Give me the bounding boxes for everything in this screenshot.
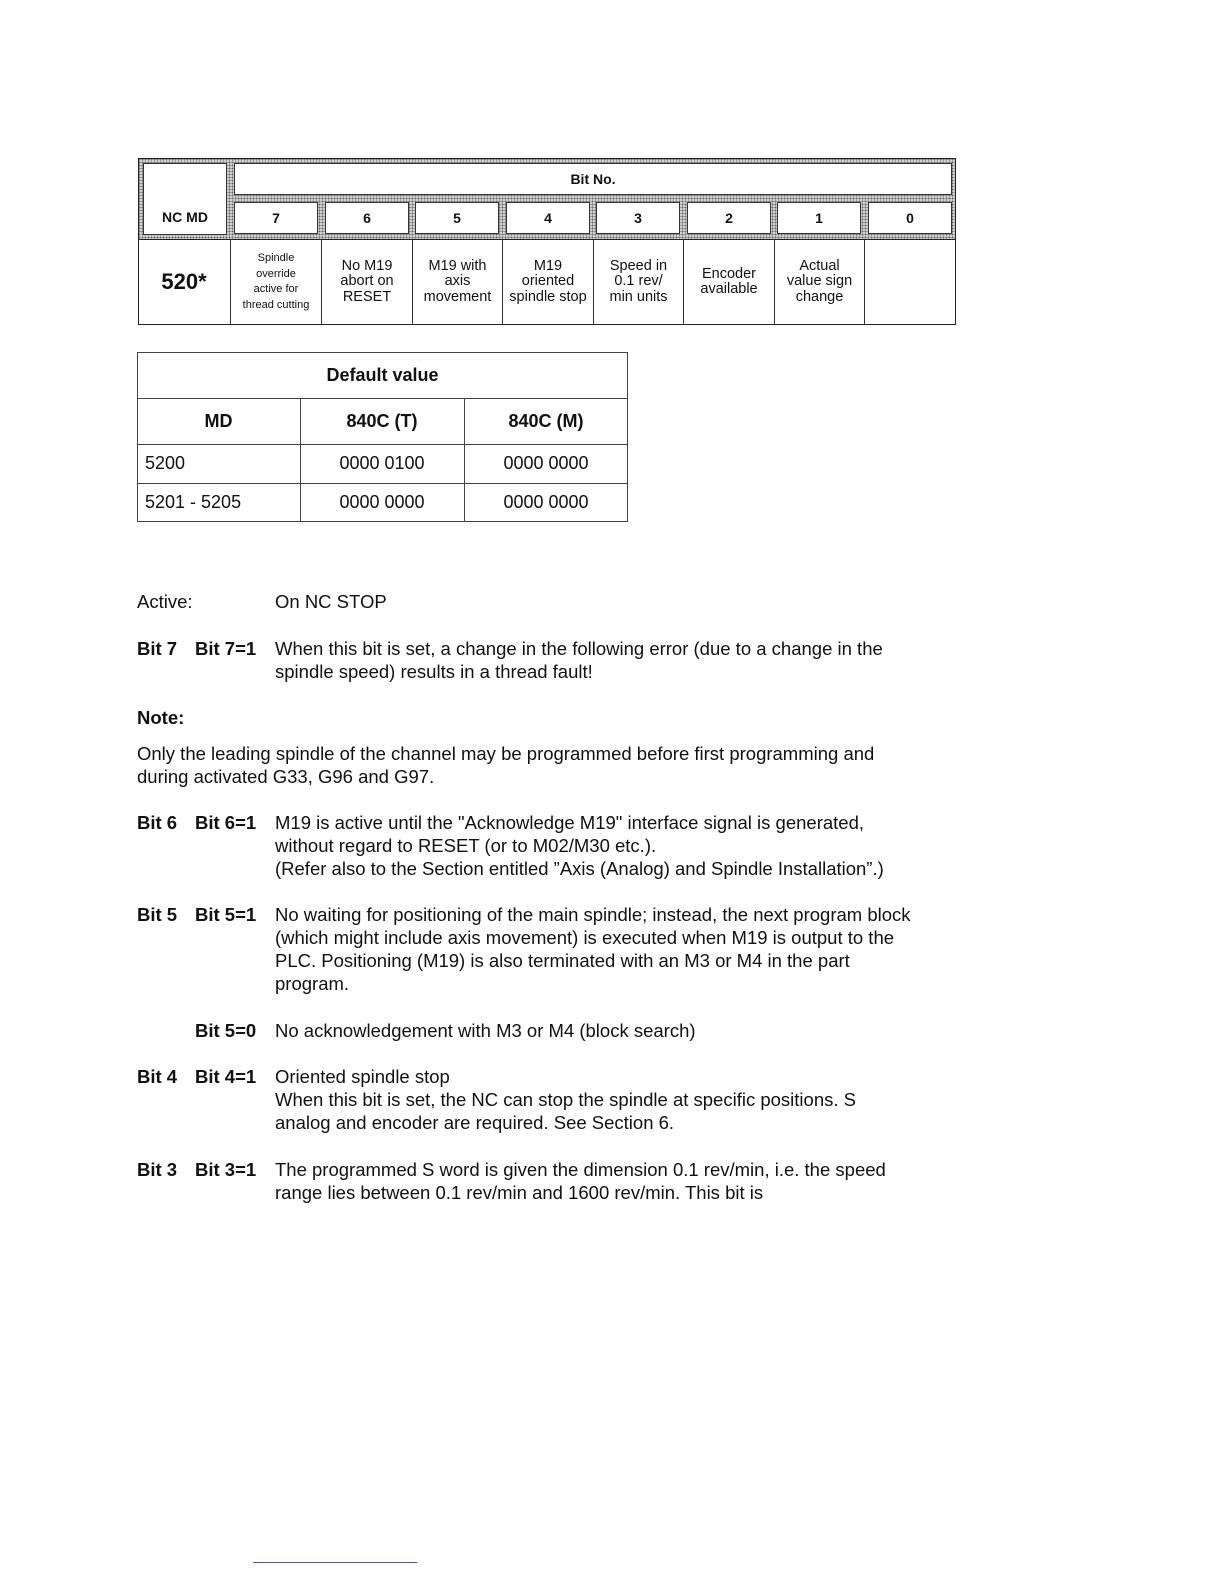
table-cell: 0000 0000 bbox=[339, 492, 425, 512]
active-label: Active: bbox=[137, 591, 193, 612]
default-value-table bbox=[137, 352, 628, 522]
note-label: Note: bbox=[137, 707, 185, 728]
text-line: PLC. Positioning (M19) is also terminated with an M3 or M4 in the part bbox=[275, 950, 850, 971]
table-cell: 0000 0000 bbox=[503, 453, 589, 473]
bit6-label: Bit 6 bbox=[137, 812, 178, 833]
bit7-condition: Bit 7=1 bbox=[195, 638, 257, 659]
text-line: Oriented spindle stop bbox=[275, 1066, 450, 1087]
desc-line: thread cutting bbox=[242, 298, 310, 311]
bit-4-header: 4 bbox=[506, 202, 590, 234]
desc-line: Actual bbox=[799, 257, 840, 274]
active-value: On NC STOP bbox=[275, 591, 387, 612]
text-line: during activated G33, G96 and G97. bbox=[137, 766, 435, 787]
desc-line: override bbox=[256, 267, 296, 280]
bit-table bbox=[138, 158, 956, 325]
bit-2-header: 2 bbox=[687, 202, 771, 234]
bit7-label: Bit 7 bbox=[137, 638, 178, 659]
text-line: No waiting for positioning of the main spindle; instead, the next program block bbox=[275, 904, 911, 925]
nc-md-header: NC MD bbox=[143, 163, 227, 235]
note-text bbox=[137, 742, 874, 788]
bit-1-header: 1 bbox=[777, 202, 861, 234]
bit-no-header: Bit No. bbox=[234, 163, 952, 195]
col-divider bbox=[300, 398, 301, 522]
text-line: range lies between 0.1 rev/min and 1600 rev/min. This bit is bbox=[275, 1182, 764, 1203]
text-line: spindle speed) results in a thread fault! bbox=[275, 661, 593, 682]
bit4-condition: Bit 4=1 bbox=[195, 1066, 257, 1087]
bit-5-header: 5 bbox=[415, 202, 499, 234]
text-line: Only the leading spindle of the channel may be programmed before first programming and bbox=[137, 743, 875, 764]
table-cell: 5200 bbox=[145, 453, 186, 473]
bit-table-frame bbox=[138, 158, 956, 325]
desc-line: No M19 bbox=[341, 257, 393, 274]
table-cell: 0000 0100 bbox=[339, 453, 425, 473]
text-line: When this bit is set, the NC can stop the spindle at specific positions. S bbox=[275, 1089, 856, 1110]
bit6-condition: Bit 6=1 bbox=[195, 812, 257, 833]
col-header-840c-t: 840C (T) bbox=[346, 410, 418, 431]
desc-line: change bbox=[795, 288, 844, 305]
bit3-label: Bit 3 bbox=[137, 1159, 178, 1180]
table-cell: 5201 - 5205 bbox=[145, 492, 242, 512]
text-line: (which might include axis movement) is executed when M19 is output to the bbox=[275, 927, 895, 948]
bit-6-header: 6 bbox=[325, 202, 409, 234]
desc-line: value sign bbox=[786, 273, 853, 290]
desc-line: abort on bbox=[340, 273, 394, 290]
footer-rule bbox=[253, 1562, 417, 1563]
text-line: analog and encoder are required. See Section 6. bbox=[275, 1112, 675, 1133]
text-line: The programmed S word is given the dimension 0.1 rev/min, i.e. the speed bbox=[275, 1159, 886, 1180]
bit5-label: Bit 5 bbox=[137, 904, 178, 925]
desc-line: oriented bbox=[521, 273, 575, 290]
desc-line: available bbox=[700, 281, 758, 297]
bit4-label: Bit 4 bbox=[137, 1066, 178, 1087]
desc-line: movement bbox=[423, 288, 492, 305]
bit4-text bbox=[275, 1065, 856, 1134]
text-line: M19 is active until the "Acknowledge M19" interface signal is generated, bbox=[275, 812, 865, 833]
bit5-0-text bbox=[275, 1019, 696, 1042]
col-header-840c-m: 840C (M) bbox=[508, 410, 584, 431]
text-line: No acknowledgement with M3 or M4 (block search) bbox=[275, 1020, 696, 1041]
desc-line: Encoder bbox=[701, 265, 756, 282]
bit3-condition: Bit 3=1 bbox=[195, 1159, 257, 1180]
col-header-md: MD bbox=[204, 410, 233, 431]
desc-line: active for bbox=[253, 283, 299, 295]
desc-line: RESET bbox=[342, 288, 392, 305]
bit7-text bbox=[275, 637, 883, 683]
col-divider bbox=[464, 398, 465, 522]
bit5-text bbox=[275, 903, 911, 995]
default-table-title: Default value bbox=[326, 364, 439, 385]
md-number: 520* bbox=[161, 269, 207, 295]
bit-table-divider bbox=[138, 239, 956, 240]
bit-0-header: 0 bbox=[868, 202, 952, 234]
text-line: program. bbox=[275, 973, 350, 994]
desc-line: min units bbox=[609, 288, 668, 305]
bit-7-header: 7 bbox=[234, 202, 318, 234]
bit6-text bbox=[275, 811, 884, 880]
text-line: When this bit is set, a change in the following error (due to a change in the bbox=[275, 638, 883, 659]
desc-line: Spindle bbox=[257, 252, 295, 264]
desc-line: M19 bbox=[533, 257, 563, 274]
desc-line: 0.1 rev/ bbox=[614, 273, 663, 290]
desc-line: Speed in bbox=[609, 257, 668, 274]
table-cell: 0000 0000 bbox=[503, 492, 589, 512]
bit5-0-condition: Bit 5=0 bbox=[195, 1020, 257, 1041]
desc-line: axis bbox=[444, 273, 471, 290]
text-line: (Refer also to the Section entitled ”Axis (Analog) and Spindle Installation”.) bbox=[275, 858, 884, 879]
bit5-condition: Bit 5=1 bbox=[195, 904, 257, 925]
desc-line: spindle stop bbox=[509, 288, 587, 305]
text-line: without regard to RESET (or to M02/M30 etc.). bbox=[275, 835, 657, 856]
desc-line: M19 with bbox=[428, 257, 487, 274]
bit-3-header: 3 bbox=[596, 202, 680, 234]
bit3-text bbox=[275, 1158, 886, 1204]
